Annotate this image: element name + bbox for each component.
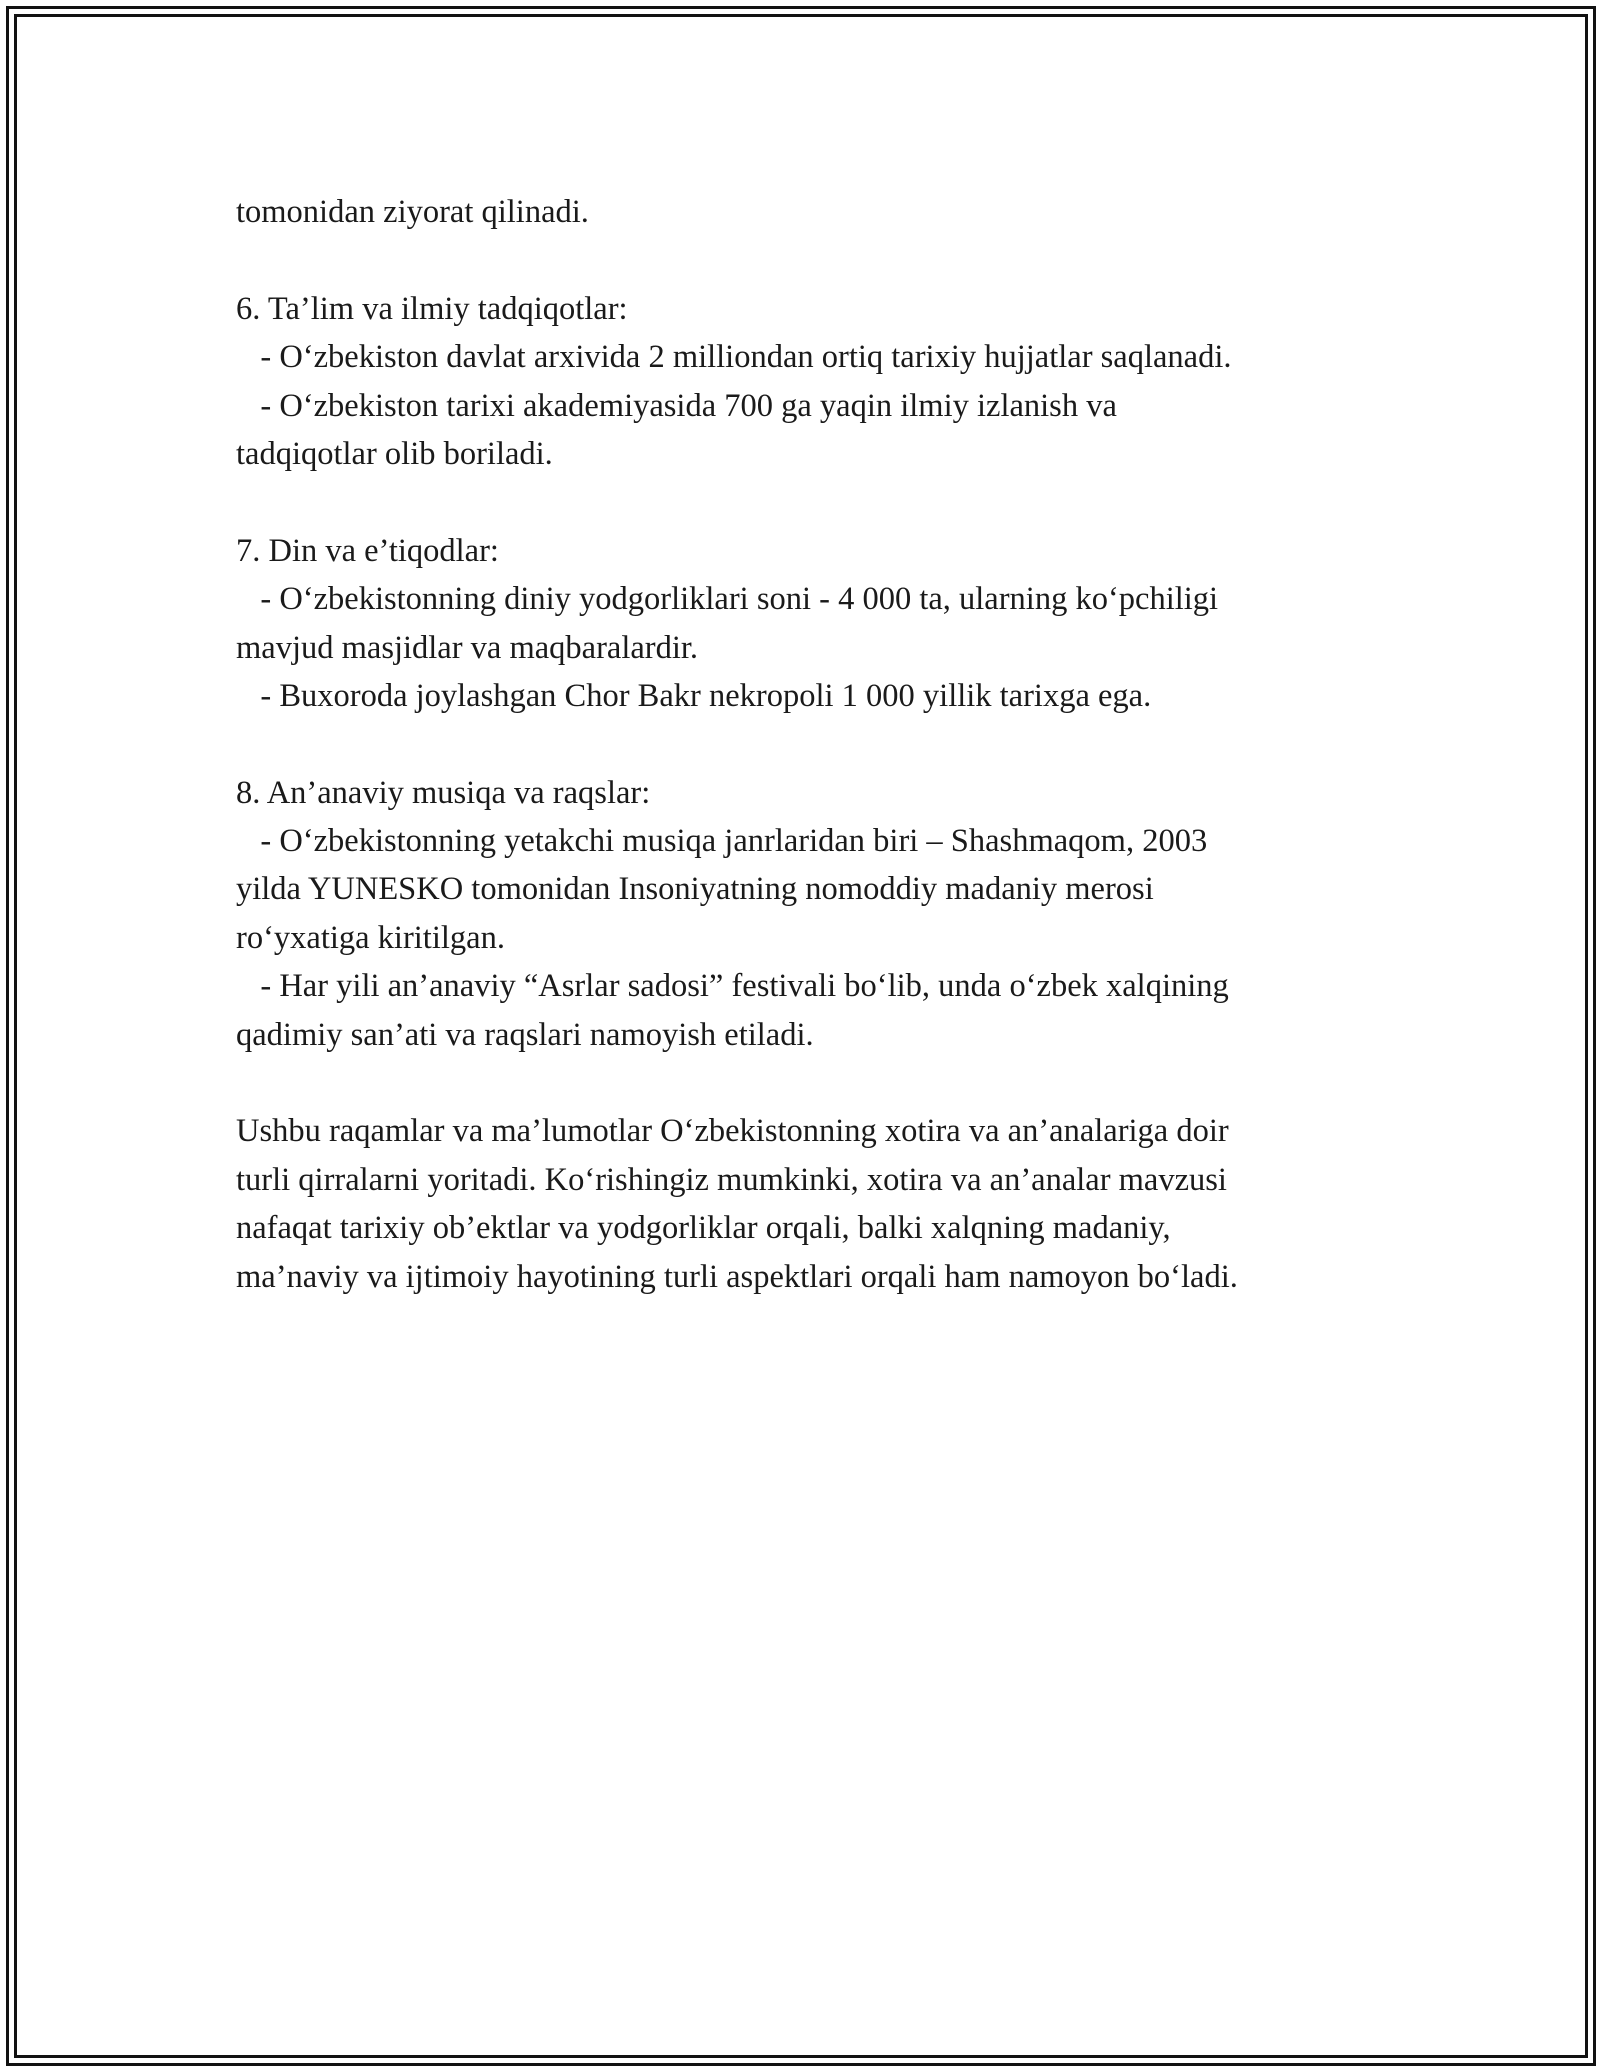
document-body bbox=[236, 188, 1386, 1301]
paragraph-gap bbox=[236, 1059, 1386, 1107]
list-item: - O‘zbekistonning yetakchi musiqa janrlaridan biri – Shashmaqom, 2003 bbox=[236, 823, 1208, 860]
section-heading: 7. Din va e’tiqodlar: bbox=[236, 532, 499, 569]
text-line: qadimiy san’ati va raqslari namoyish etiladi. bbox=[236, 1016, 814, 1053]
list-item: - Buxoroda joylashgan Chor Bakr nekropoli 1 000 yillik tarixga ega. bbox=[236, 677, 1152, 714]
paragraph-gap bbox=[236, 478, 1386, 526]
paragraph-gap bbox=[236, 236, 1386, 284]
section-heading: 6. Ta’lim va ilmiy tadqiqotlar: bbox=[236, 290, 628, 327]
conclusion-line: ma’naviy va ijtimoiy hayotining turli aspektlari orqali ham namoyon bo‘ladi. bbox=[236, 1258, 1238, 1295]
list-item: - Har yili an’anaviy “Asrlar sadosi” festivali bo‘lib, unda o‘zbek xalqining bbox=[236, 968, 1229, 1005]
conclusion-line: turli qirralarni yoritadi. Ko‘rishingiz mumkinki, xotira va an’analar mavzusi bbox=[236, 1161, 1227, 1198]
list-item: - O‘zbekiston davlat arxivida 2 milliondan ortiq tarixiy hujjatlar saqlanadi. bbox=[236, 339, 1232, 376]
text-line: mavjud masjidlar va maqbaralardir. bbox=[236, 629, 699, 666]
conclusion-line: nafaqat tarixiy ob’ektlar va yodgorliklar orqali, balki xalqning madaniy, bbox=[236, 1210, 1171, 1247]
list-item: - O‘zbekistonning diniy yodgorliklari soni - 4 000 ta, ularning ko‘pchiligi bbox=[236, 581, 1219, 618]
text-line: ro‘yxatiga kiritilgan. bbox=[236, 919, 505, 956]
text-line: tomonidan ziyorat qilinadi. bbox=[236, 194, 589, 230]
text-line: tadqiqotlar olib boriladi. bbox=[236, 435, 553, 472]
conclusion-line: Ushbu raqamlar va ma’lumotlar O‘zbekistonning xotira va an’analariga doir bbox=[236, 1113, 1229, 1150]
section-heading: 8. An’anaviy musiqa va raqslar: bbox=[236, 774, 651, 811]
text-line: yilda YUNESKO tomonidan Insoniyatning nomoddiy madaniy merosi bbox=[236, 871, 1154, 908]
paragraph-gap bbox=[236, 720, 1386, 768]
list-item: - O‘zbekiston tarixi akademiyasida 700 ga yaqin ilmiy izlanish va bbox=[236, 387, 1117, 424]
